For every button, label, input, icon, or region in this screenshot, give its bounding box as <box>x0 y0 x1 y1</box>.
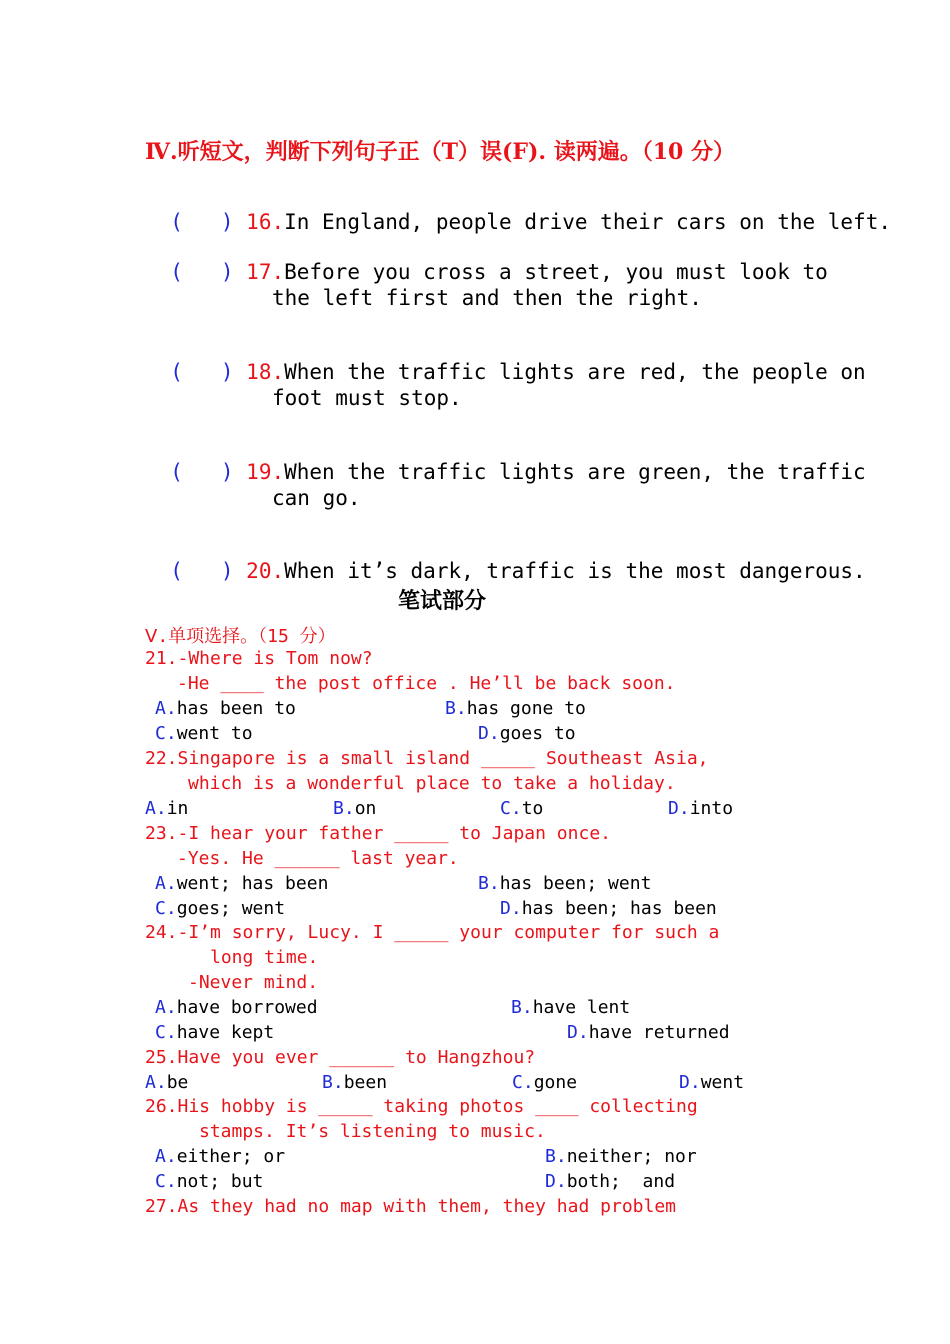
question-18 <box>145 336 866 384</box>
answer-paren[interactable]: ( ) <box>170 260 234 284</box>
question-text: When the traffic lights are green, the traffic <box>284 460 866 484</box>
option-b[interactable]: B.on <box>333 798 377 819</box>
question-23-line2: -Yes. He ______ last year. <box>177 848 459 869</box>
answer-paren[interactable]: ( ) <box>170 360 234 384</box>
question-27: 27.As they had no map with them, they had problem <box>145 1196 677 1217</box>
option-b[interactable]: B.have lent <box>511 997 631 1018</box>
question-text: When the traffic lights are red, the people on <box>284 360 866 384</box>
question-16 <box>145 186 891 234</box>
question-number: 20. <box>246 559 285 583</box>
option-c[interactable]: C.have kept <box>155 1022 275 1043</box>
option-d[interactable]: D.went <box>679 1072 745 1093</box>
option-a[interactable]: A.either; or <box>155 1146 286 1167</box>
option-b[interactable]: B.neither; nor <box>545 1146 697 1167</box>
option-c[interactable]: C.to <box>500 798 544 819</box>
option-a[interactable]: A.went; has been <box>155 873 329 894</box>
question-17-continued: the left first and then the right. <box>272 286 702 310</box>
option-c[interactable]: C.went to <box>155 723 253 744</box>
question-18-continued: foot must stop. <box>272 386 462 410</box>
question-19-continued: can go. <box>272 486 361 510</box>
option-a[interactable]: A.has been to <box>155 698 296 719</box>
option-c[interactable]: C.not; but <box>155 1171 264 1192</box>
question-17 <box>145 236 828 284</box>
question-text: Before you cross a street, you must look to <box>284 260 828 284</box>
option-d[interactable]: D.into <box>668 798 734 819</box>
answer-paren[interactable]: ( ) <box>170 559 234 583</box>
answer-paren[interactable]: ( ) <box>170 460 234 484</box>
question-19 <box>145 436 866 484</box>
option-a[interactable]: A.have borrowed <box>155 997 318 1018</box>
option-d[interactable]: D.both; and <box>545 1171 676 1192</box>
question-number: 17. <box>246 260 285 284</box>
option-c[interactable]: C.goes; went <box>155 898 286 919</box>
option-d[interactable]: D.has been; has been <box>500 898 717 919</box>
question-24: 24.-I’m sorry, Lucy. I _____ your computer for such a <box>145 922 720 943</box>
written-part-title: 笔试部分 <box>398 588 487 614</box>
question-number: 19. <box>246 460 285 484</box>
question-number: 18. <box>246 360 285 384</box>
question-20 <box>145 535 866 583</box>
option-d[interactable]: D.have returned <box>567 1022 730 1043</box>
question-number: 16. <box>246 210 285 234</box>
option-b[interactable]: B.has gone to <box>445 698 586 719</box>
question-22: 22.Singapore is a small island _____ Southeast Asia, <box>145 748 709 769</box>
option-b[interactable]: B.been <box>322 1072 388 1093</box>
option-a[interactable]: A.be <box>145 1072 189 1093</box>
option-b[interactable]: B.has been; went <box>478 873 652 894</box>
question-22-line2: which is a wonderful place to take a holiday. <box>188 773 676 794</box>
option-c[interactable]: C.gone <box>512 1072 578 1093</box>
section-v-title: Ⅴ.单项选择。（15 分） <box>145 626 336 647</box>
option-a[interactable]: A.in <box>145 798 189 819</box>
question-text: When it’s dark, traffic is the most dangerous. <box>284 559 866 583</box>
option-d[interactable]: D.goes to <box>478 723 576 744</box>
question-25: 25.Have you ever ______ to Hangzhou? <box>145 1047 536 1068</box>
question-24-line3: -Never mind. <box>188 972 319 993</box>
question-21-line2: -He ____ the post office . He’ll be back soon. <box>177 673 676 694</box>
question-21: 21.-Where is Tom now? <box>145 648 373 669</box>
question-23: 23.-I hear your father _____ to Japan once. <box>145 823 611 844</box>
question-24-line2: long time. <box>210 947 319 968</box>
question-26-line2: stamps. It’s listening to music. <box>199 1121 546 1142</box>
answer-paren[interactable]: ( ) <box>170 210 234 234</box>
question-26: 26.His hobby is _____ taking photos ____ collecting <box>145 1096 698 1117</box>
question-text: In England, people drive their cars on the left. <box>284 210 891 234</box>
section-iv-title: Ⅳ.听短文，判断下列句子正（T）误(F). 读两遍。（10 分） <box>145 139 736 165</box>
